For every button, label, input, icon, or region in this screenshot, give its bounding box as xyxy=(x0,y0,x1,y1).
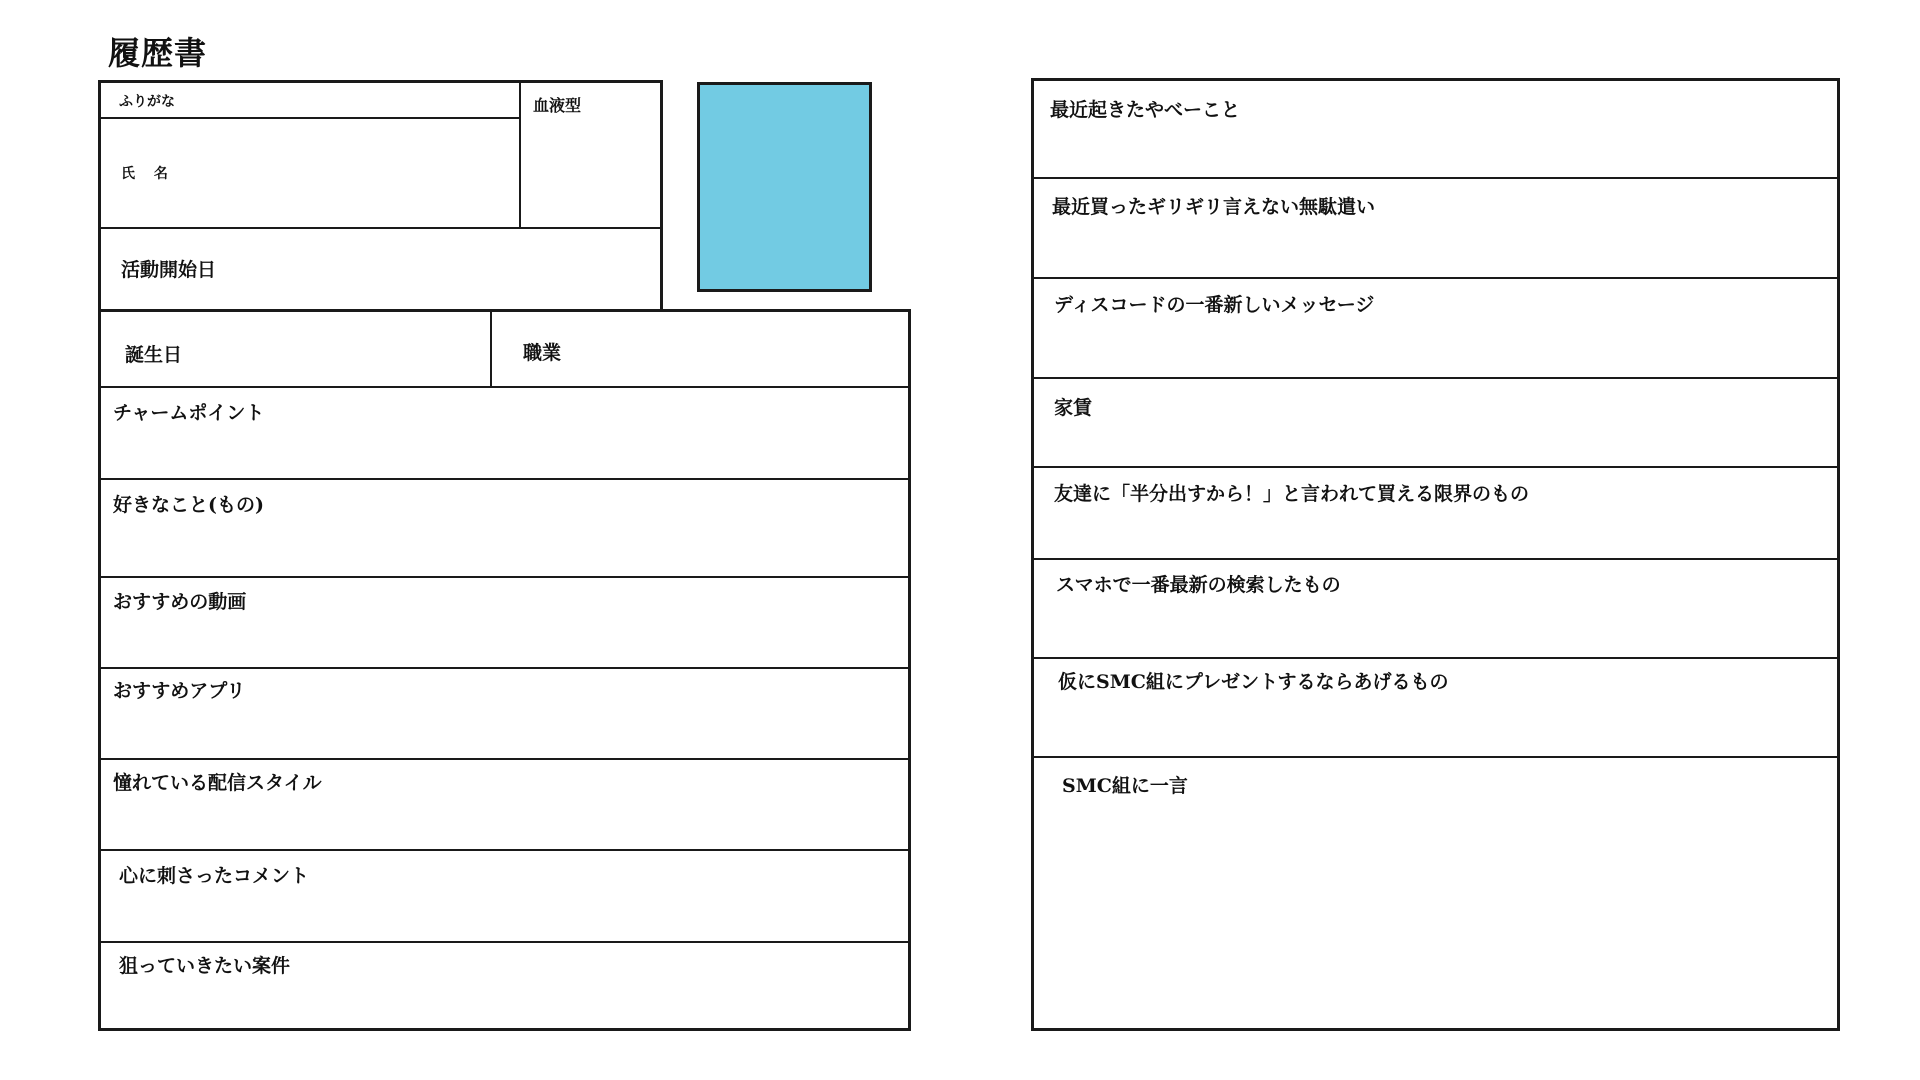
profile-main-block xyxy=(98,309,911,1031)
recommended-app-label: おすすめアプリ xyxy=(113,680,246,702)
blood-type-label: 血液型 xyxy=(533,96,582,115)
profile-photo xyxy=(697,82,872,292)
recent-crazy-thing-label: 最近起きたやべーこと xyxy=(1050,99,1241,121)
rent-label: 家賃 xyxy=(1054,397,1093,419)
activity-start-label: 活動開始日 xyxy=(121,259,217,281)
recent-wasteful-purchase-label: 最近買ったギリギリ言えない無駄遣い xyxy=(1052,196,1376,218)
occupation-label: 職業 xyxy=(523,342,562,364)
half-pay-limit-label: 友達に「半分出すから！」と言われて買える限界のもの xyxy=(1054,483,1530,505)
touching-comment-label: 心に刺さったコメント xyxy=(119,865,310,887)
name-label: 氏 名 xyxy=(121,166,168,182)
admired-stream-style-label: 憧れている配信スタイル xyxy=(113,772,322,794)
page-title: 履歴書 xyxy=(108,34,208,72)
gift-for-smc-label: 仮にSMC組にプレゼントするならあげるもの xyxy=(1058,671,1449,693)
birthday-label: 誕生日 xyxy=(125,344,183,366)
favorite-things-label: 好きなこと(もの) xyxy=(113,494,264,516)
profile-top-block xyxy=(98,80,663,312)
furigana-label: ふりがな xyxy=(119,94,175,110)
questions-block xyxy=(1031,78,1840,1031)
message-to-smc-label: SMC組に一言 xyxy=(1062,775,1188,797)
target-projects-label: 狙っていきたい案件 xyxy=(119,955,291,977)
latest-search-label: スマホで一番最新の検索したもの xyxy=(1056,574,1341,596)
charm-point-label: チャームポイント xyxy=(113,402,265,424)
latest-discord-message-label: ディスコードの一番新しいメッセージ xyxy=(1054,294,1375,316)
recommended-video-label: おすすめの動画 xyxy=(113,591,247,613)
